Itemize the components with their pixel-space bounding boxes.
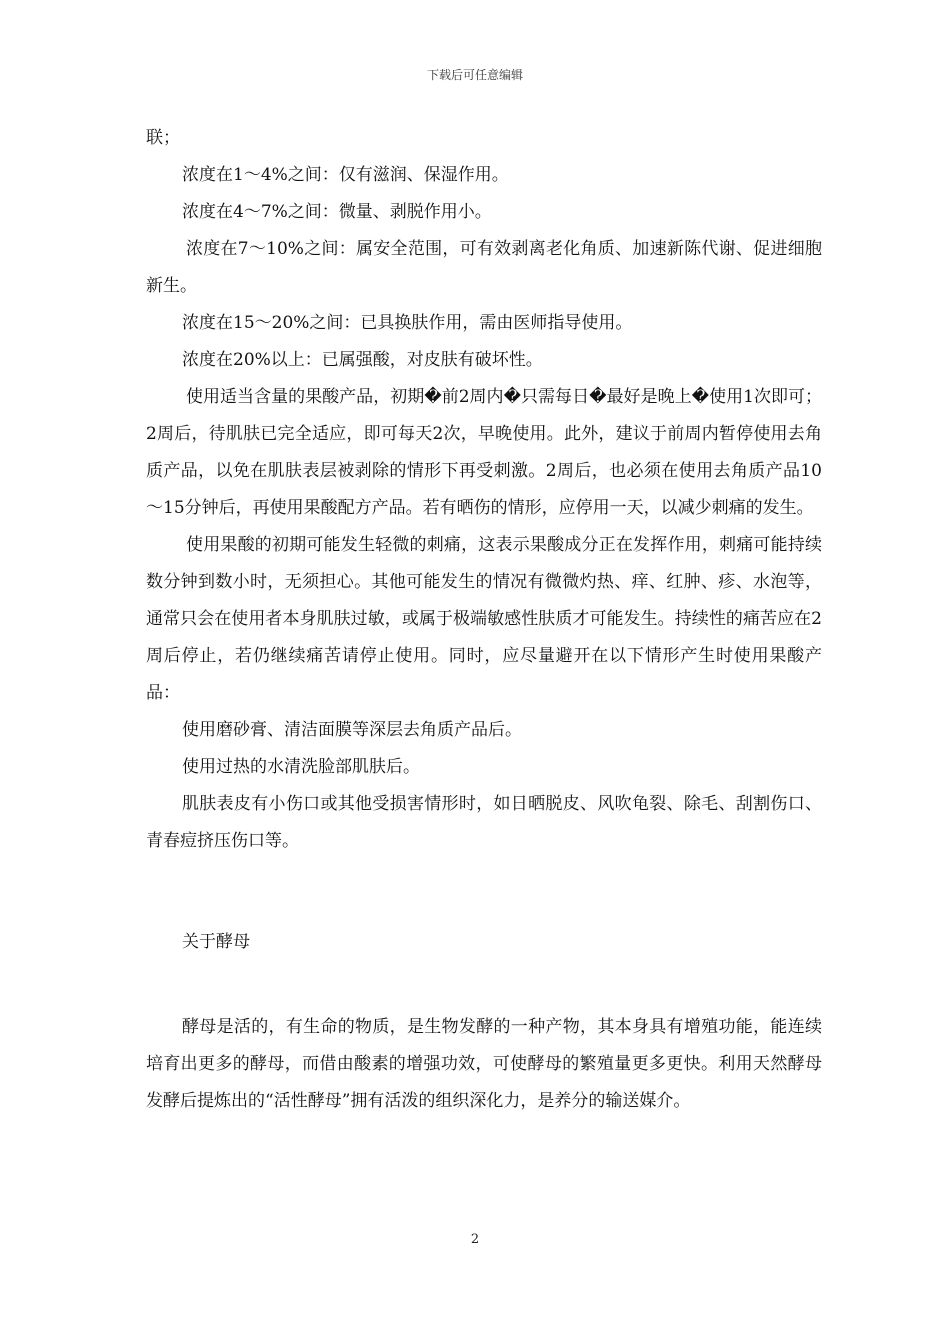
paragraph-concentration-1-4: 浓度在1～4%之间：仅有滋润、保湿作用。 — [182, 165, 509, 185]
paragraph-concentration-7-10: 浓度在7～10%之间：属安全范围，可有效剥离老化角质、加速新陈代谢、促进细胞新生。 — [146, 239, 822, 296]
paragraph-continuation: 联； — [146, 128, 180, 148]
paragraph-usage-schedule: 使用适当含量的果酸产品，初期�前2周内�只需每日�最好是晚上�使用1次即可；2周后，待肌肤已完全适应，即可每天2次，早晚使用。此外，建议于前周内暂停使用去角质产品，以免在肌肤表层被剥除的情形下再受刺激。2周后，也必须在使用去角质产品10～15分钟后，再使用果酸配方产品。若有晒伤的情形，应停用一天，以减少刺痛的发生。 — [146, 387, 822, 518]
page-header-note: 下载后可任意编辑 — [426, 68, 523, 82]
page-number: 2 — [470, 1232, 480, 1247]
paragraph-concentration-4-7: 浓度在4～7%之间：微量、剥脱作用小。 — [182, 202, 492, 222]
document-body — [146, 120, 822, 1120]
paragraph-avoid-exfoliant: 使用磨砂膏、清洁面膜等深层去角质产品后。 — [182, 720, 522, 740]
paragraph-avoid-hot-water: 使用过热的水清洗脸部肌肤后。 — [182, 757, 420, 777]
paragraph-concentration-15-20: 浓度在15～20%之间：已具换肤作用，需由医师指导使用。 — [182, 313, 633, 333]
paragraph-yeast-body: 酵母是活的，有生命的物质，是生物发酵的一种产物，其本身具有增殖功能，能连续培育出更多的酵母，而借由酸素的增强功效，可使酵母的繁殖量更多更快。利用天然酵母发酵后提炼出的“活性酵母”拥有活泼的组织深化力，是养分的输送媒介。 — [146, 1017, 822, 1111]
paragraph-avoid-wounds: 肌肤表皮有小伤口或其他受损害情形时，如日晒脱皮、风吹龟裂、除毛、刮割伤口、青春痘挤压伤口等。 — [146, 794, 822, 851]
section-heading-yeast: 关于酵母 — [182, 932, 250, 952]
paragraph-side-effects: 使用果酸的初期可能发生轻微的刺痛，这表示果酸成分正在发挥作用，刺痛可能持续数分钟到数小时，无须担心。其他可能发生的情况有微微灼热、痒、红肿、疹、水泡等，通常只会在使用者本身肌肤过敏，或属于极端敏感性肤质才可能发生。持续性的痛苦应在2周后停止，若仍继续痛苦请停止使用。同时，应尽量避开在以下情形产生时使用果酸产品： — [146, 535, 822, 703]
paragraph-concentration-over-20: 浓度在20%以上：已属强酸，对皮肤有破坏性。 — [182, 350, 543, 370]
